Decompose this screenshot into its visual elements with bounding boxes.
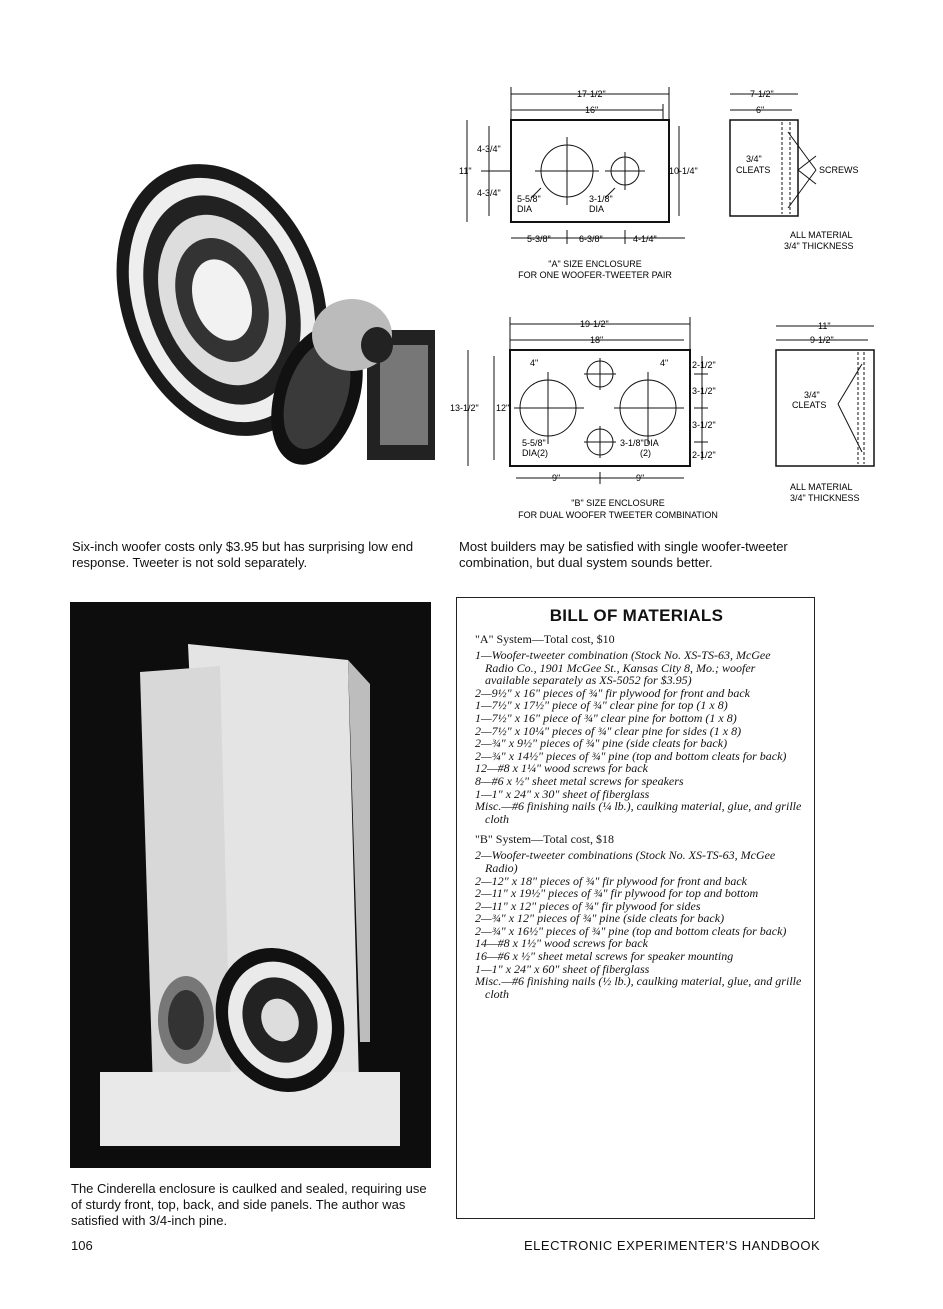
bom-item-b: 2—Woofer-tweeter combinations (Stock No. XS-TS-63, McGee Radio) — [475, 848, 776, 875]
bom-item-b: 2—¾" x 12" pieces of ¾" pine (side cleats for back) — [475, 911, 725, 926]
b-tweeter-dia: 3-1/8"DIA — [620, 438, 659, 448]
b-dim-r4: 2-1/2" — [692, 450, 716, 460]
a-woofer-dia-unit: DIA — [517, 204, 533, 214]
b-dim-bottom-2: 9" — [636, 473, 645, 483]
b-dim-inset-left: 4" — [530, 358, 539, 368]
bom-item-a: 1—Woofer-tweeter combination (Stock No. XS-TS-63, McGee Radio Co., 1901 McGee St., Kansas City 8, Mo.; woofer available separately as XS-5052 for $3.95) — [475, 648, 771, 688]
a-dim-bottom-2: 6-3/8" — [579, 234, 603, 244]
b-cleats-size: 3/4" — [804, 390, 820, 400]
page-number: 106 — [71, 1238, 93, 1253]
photo1-caption: Six-inch woofer costs only $3.95 but has surprising low end response. Tweeter is not sold separately. — [72, 539, 414, 570]
enclosure-photo — [70, 602, 431, 1168]
b-woofer-dia-2: DIA(2) — [522, 448, 549, 458]
a-title: "A" SIZE ENCLOSURE — [548, 259, 642, 269]
bom-item-b: 2—11" x 12" pieces of ¾" fir plywood for sides — [475, 898, 701, 913]
b-dim-top-inner: 18" — [590, 335, 604, 345]
bom-item-b: 2—11" x 19½" pieces of ¾" fir plywood for top and bottom — [475, 886, 759, 901]
bom-items-a — [471, 649, 802, 825]
bom-system-b-heading: "B" System—Total cost, $18 — [475, 832, 614, 847]
b-cleats-label: CLEATS — [792, 400, 827, 410]
woofer-tweeter-illustration — [112, 130, 437, 510]
a-cleats-size: 3/4" — [746, 154, 762, 164]
bom-system-a-heading: "A" System—Total cost, $10 — [475, 632, 615, 646]
a-cleats-label: CLEATS — [736, 165, 771, 175]
bom-item-a: 2—¾" x 14½" pieces of ¾" pine (top and bottom cleats for back) — [475, 748, 787, 763]
b-dim-left-outer: 13-1/2" — [450, 403, 479, 413]
b-dim-left-inner: 12" — [496, 403, 510, 413]
bom-item-a: 12—#8 x 1¼" wood screws for back — [475, 761, 648, 776]
a-dim-left-upper: 4-3/4" — [477, 144, 501, 154]
a-side-outer: 7-1/2" — [750, 89, 774, 99]
bom-item-b: 14—#8 x 1½" wood screws for back — [475, 936, 648, 951]
b-material-2: 3/4" THICKNESS — [790, 493, 860, 503]
b-subtitle: FOR DUAL WOOFER TWEETER COMBINATION — [518, 510, 718, 520]
a-material-2: 3/4" THICKNESS — [784, 241, 854, 251]
a-dim-left-total: 11" — [459, 166, 472, 176]
enclosure-illustration — [70, 602, 431, 1168]
b-woofer-dia: 5-5/8" — [522, 438, 546, 448]
diagram-a-side — [722, 82, 882, 257]
bom-item-b: 2—¾" x 16½" pieces of ¾" pine (top and bottom cleats for back) — [475, 923, 787, 938]
bill-of-materials-box — [456, 597, 815, 1219]
b-side-inner: 9-1/2" — [810, 335, 834, 345]
b-material-1: ALL MATERIAL — [790, 482, 853, 492]
publication-name: ELECTRONIC EXPERIMENTER'S HANDBOOK — [524, 1238, 821, 1253]
a-dim-bottom-3: 4-1/4" — [633, 234, 657, 244]
diagram-a-front — [455, 82, 720, 282]
bom-item-a: 2—7½" x 10¼" pieces of ¾" clear pine for sides (1 x 8) — [475, 723, 742, 738]
b-dim-r1: 2-1/2" — [692, 360, 716, 370]
a-tweeter-dia-unit: DIA — [589, 204, 605, 214]
b-side-outer: 11" — [818, 321, 831, 331]
bom-item-a: 1—7½" x 17½" piece of ¾" clear pine for top (1 x 8) — [475, 698, 728, 713]
a-tweeter-dia: 3-1/8" — [589, 194, 613, 204]
b-dim-r3: 3-1/2" — [692, 420, 716, 430]
a-screws-label: SCREWS — [819, 165, 859, 175]
a-dim-right: 10-1/4" — [669, 166, 698, 176]
bom-item-a: 1—1" x 24" x 30" sheet of fiberglass — [475, 786, 650, 801]
bom-item-a: Misc.—#6 finishing nails (¼ lb.), caulking material, glue, and grille cloth — [475, 799, 802, 826]
a-dim-bottom-1: 5-3/8" — [527, 234, 551, 244]
b-title: "B" SIZE ENCLOSURE — [571, 498, 665, 508]
b-dim-bottom-1: 9" — [552, 473, 561, 483]
bom-item-a: 2—¾" x 9½" pieces of ¾" pine (side cleats for back) — [475, 736, 728, 751]
a-woofer-dia: 5-5/8" — [517, 194, 541, 204]
bom-item-b: Misc.—#6 finishing nails (½ lb.), caulking material, glue, and grille cloth — [475, 974, 802, 1001]
bom-title: BILL OF MATERIALS — [549, 606, 724, 625]
bom-item-a: 8—#6 x ½" sheet metal screws for speakers — [475, 773, 684, 788]
bom-item-b: 1—1" x 24" x 60" sheet of fiberglass — [475, 961, 650, 976]
bom-items-b — [471, 849, 802, 1000]
a-subtitle: FOR ONE WOOFER-TWEETER PAIR — [518, 270, 672, 280]
bom-item-b: 16—#6 x ½" sheet metal screws for speaker mounting — [475, 949, 734, 964]
a-material-1: ALL MATERIAL — [790, 230, 853, 240]
bom-item-b: 2—12" x 18" pieces of ¾" fir plywood for front and back — [475, 873, 747, 888]
a-dim-top-inner: 16" — [585, 105, 599, 115]
photo2-caption: The Cinderella enclosure is caulked and sealed, requiring use of sturdy front, top, back, and side panels. The author was satisfied with 3/4-inch pine. — [71, 1181, 427, 1228]
bom-item-a: 1—7½" x 16" piece of ¾" clear pine for bottom (1 x 8) — [475, 710, 737, 725]
woofer-tweeter-photo — [112, 130, 437, 510]
b-dim-top-outer: 19-1/2" — [580, 319, 609, 329]
a-side-inner: 6" — [756, 105, 765, 115]
b-dim-inset-right: 4" — [660, 358, 669, 368]
diagram-b-caption: Most builders may be satisfied with single woofer-tweeter combination, but dual system sounds better. — [459, 539, 788, 570]
diagram-b-side — [770, 312, 890, 507]
bom-item-a: 2—9½" x 16" pieces of ¾" fir plywood for front and back — [475, 685, 750, 700]
b-dim-r2: 3-1/2" — [692, 386, 716, 396]
b-tweeter-count: (2) — [640, 448, 651, 458]
a-dim-left-lower: 4-3/4" — [477, 188, 501, 198]
diagram-b-front — [450, 312, 765, 524]
a-dim-top-outer: 17-1/2" — [577, 89, 606, 99]
